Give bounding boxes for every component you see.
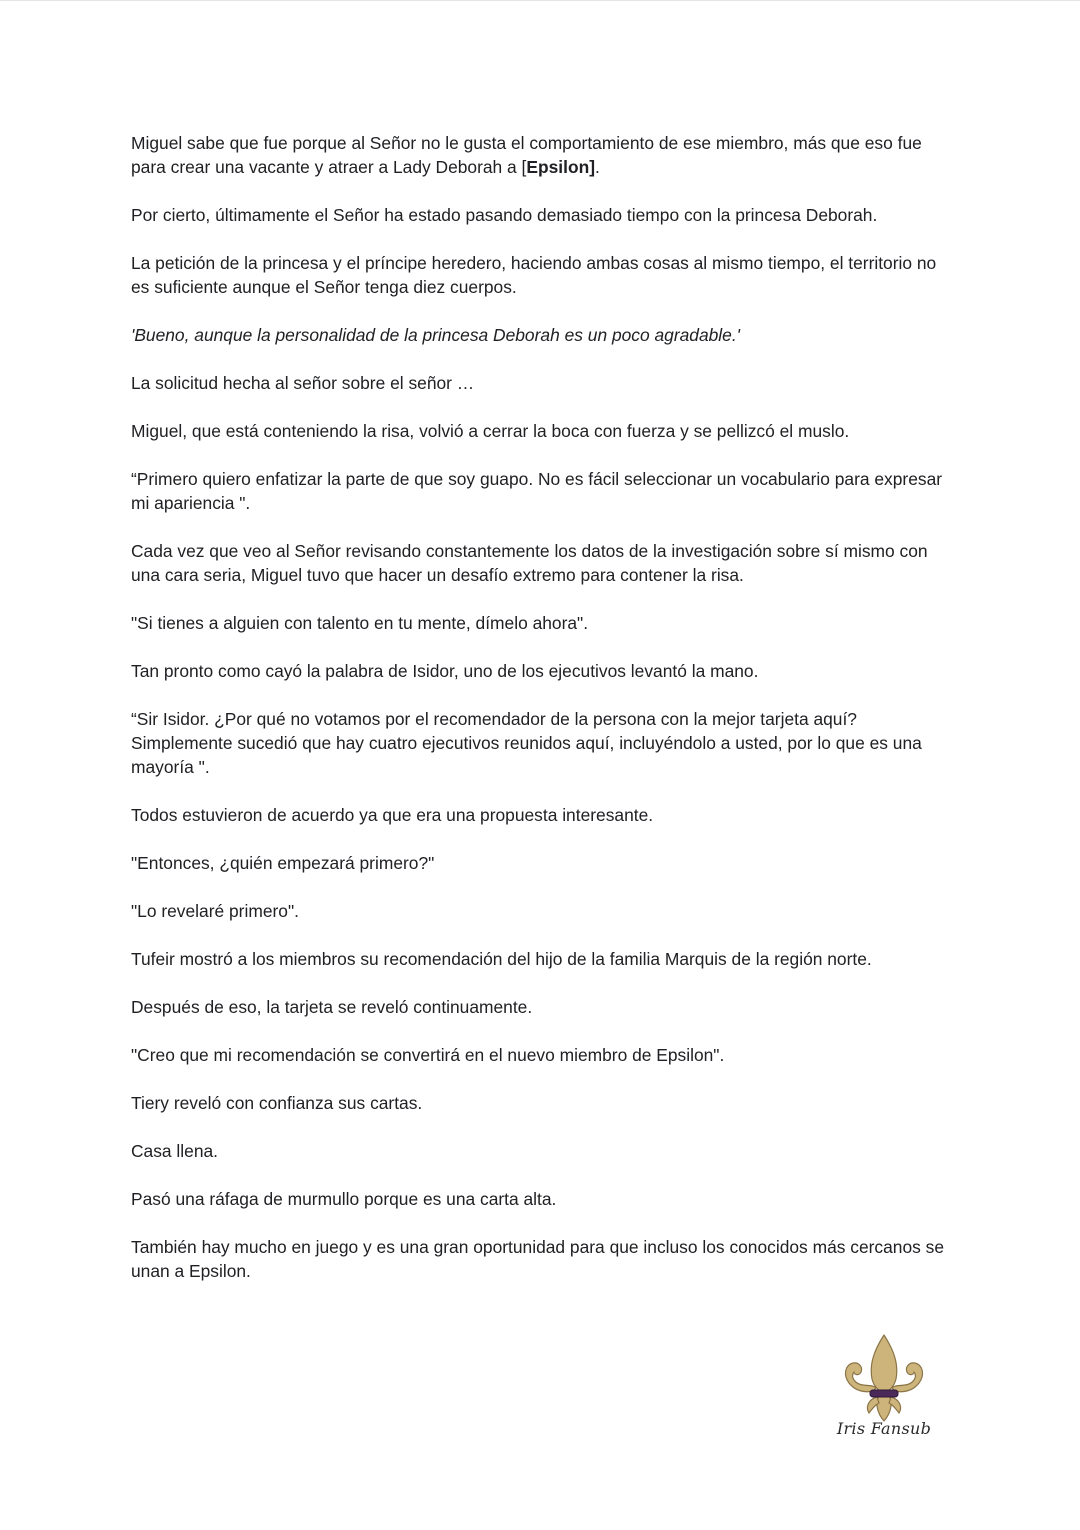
paragraph-6: Miguel, que está conteniendo la risa, volvió a cerrar la boca con fuerza y se pellizcó el muslo. <box>131 421 850 441</box>
paragraph-11: “Sir Isidor. ¿Por qué no votamos por el recomendador de la persona con la mejor tarjeta aquí? Simplemente sucedió que hay cuatro ejecutivos reunidos aquí, incluyéndolo a usted, por lo que es una mayoría ". <box>131 709 922 777</box>
paragraph-7: “Primero quiero enfatizar la parte de que soy guapo. No es fácil seleccionar un vocabulario para expresar mi apariencia ". <box>131 469 943 513</box>
paragraph-8: Cada vez que veo al Señor revisando constantemente los datos de la investigación sobre sí mismo con una cara seria, Miguel tuvo que hacer un desafío extremo para contener la risa. <box>131 541 928 585</box>
paragraph-16: Después de eso, la tarjeta se reveló continuamente. <box>131 997 533 1017</box>
logo-band <box>870 1390 898 1397</box>
paragraph-1-end: . <box>595 157 600 177</box>
iris-fansub-logo <box>834 1333 934 1445</box>
paragraph-14: "Lo revelaré primero". <box>131 901 299 921</box>
logo-text: Iris Fansub <box>836 1419 932 1438</box>
paragraph-13: "Entonces, ¿quién empezará primero?" <box>131 853 435 873</box>
paragraph-9: "Si tienes a alguien con talento en tu mente, dímelo ahora". <box>131 613 589 633</box>
paragraph-3: La petición de la princesa y el príncipe heredero, haciendo ambas cosas al mismo tiempo, el territorio no es suficiente aunque el Señor tenga diez cuerpos. <box>131 253 937 297</box>
paragraph-1 <box>131 131 951 179</box>
paragraph-12: Todos estuvieron de acuerdo ya que era una propuesta interesante. <box>131 805 654 825</box>
paragraph-4-thought: 'Bueno, aunque la personalidad de la princesa Deborah es un poco agradable.' <box>131 325 740 345</box>
paragraph-17: "Creo que mi recomendación se convertirá en el nuevo miembro de Epsilon". <box>131 1045 725 1065</box>
paragraph-2: Por cierto, últimamente el Señor ha estado pasando demasiado tiempo con la princesa Deborah. <box>131 205 878 225</box>
paragraph-20: Pasó una ráfaga de murmullo porque es una carta alta. <box>131 1189 557 1209</box>
paragraph-18: Tiery reveló con confianza sus cartas. <box>131 1093 423 1113</box>
paragraph-10: Tan pronto como cayó la palabra de Isidor, uno de los ejecutivos levantó la mano. <box>131 661 759 681</box>
paragraph-5: La solicitud hecha al señor sobre el señor … <box>131 373 475 393</box>
paragraph-19: Casa llena. <box>131 1141 219 1161</box>
paragraph-1-text: Miguel sabe que fue porque al Señor no le gusta el comportamiento de ese miembro, más que eso fue para crear una vacante y atraer a Lady Deborah a [ <box>131 133 922 177</box>
epsilon-bold-text: Epsilon] <box>526 157 596 177</box>
paragraph-21: También hay mucho en juego y es una gran oportunidad para que incluso los conocidos más cercanos se unan a Epsilon. <box>131 1237 945 1281</box>
fleur-de-lis-icon <box>839 1333 929 1425</box>
document-body <box>131 131 951 1307</box>
paragraph-15: Tufeir mostró a los miembros su recomendación del hijo de la familia Marquis de la región norte. <box>131 949 872 969</box>
